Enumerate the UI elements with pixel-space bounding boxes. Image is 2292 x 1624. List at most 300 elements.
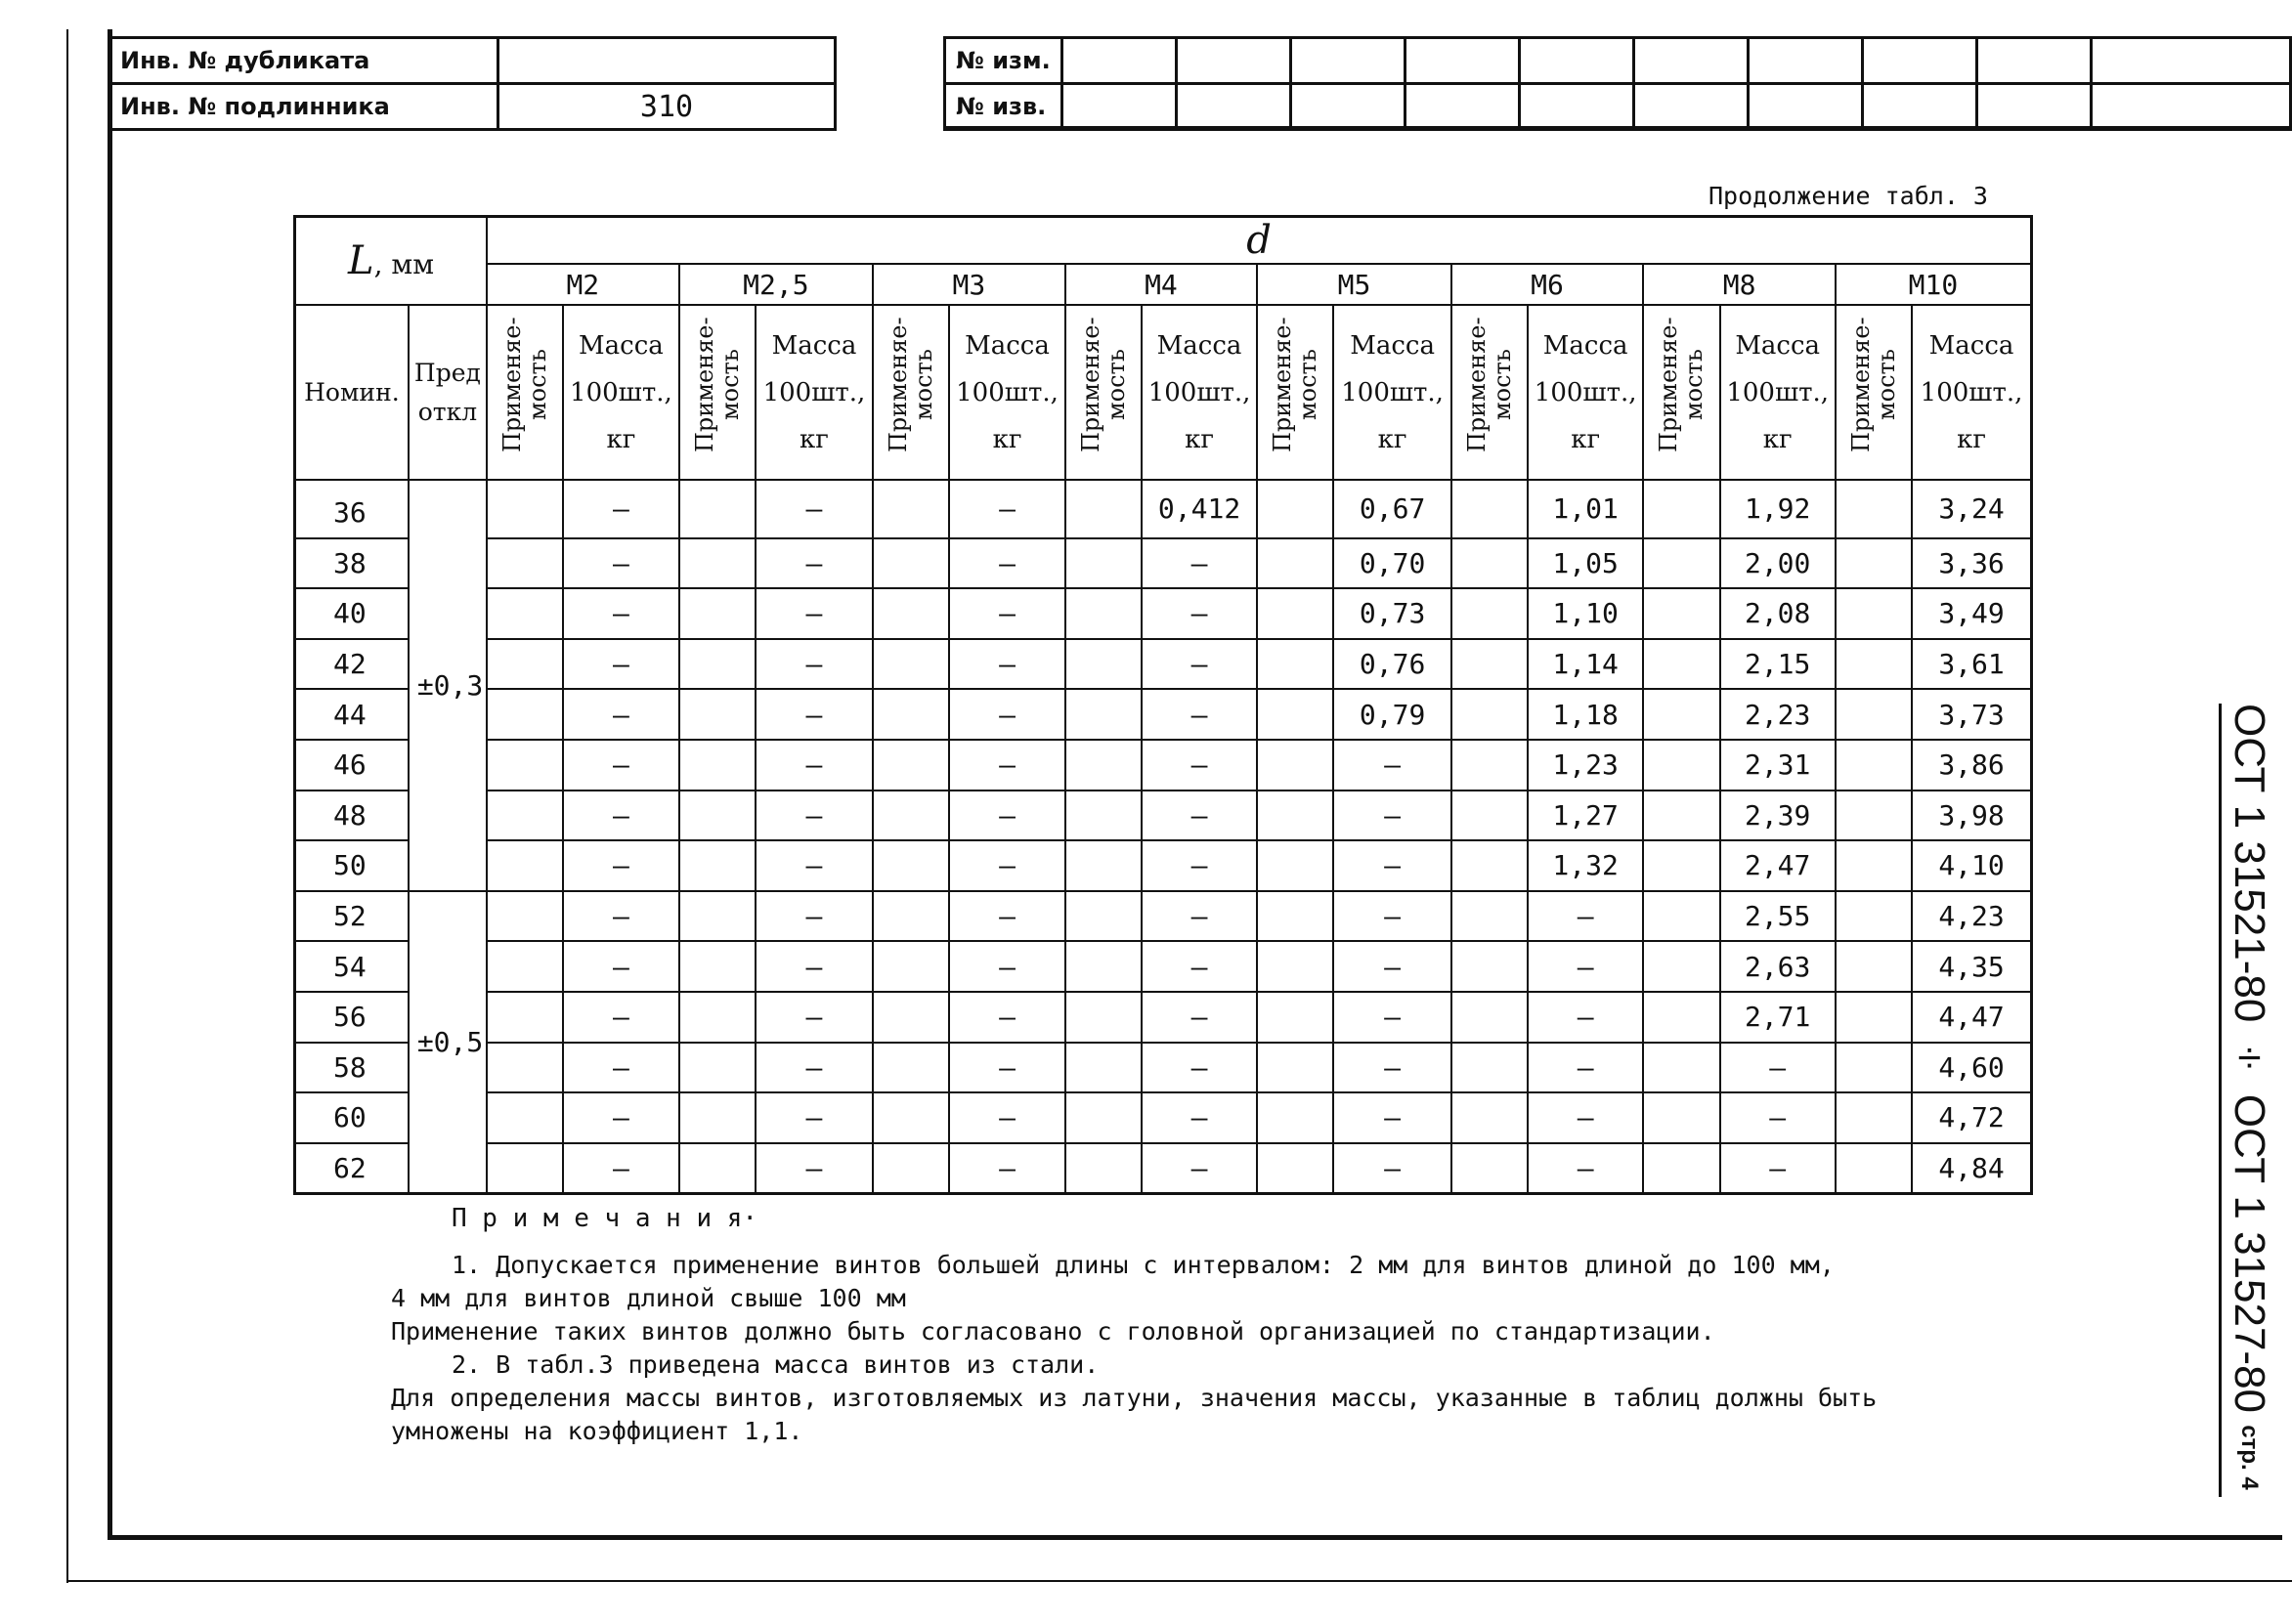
applicability-cell	[679, 992, 756, 1043]
mass-cell: –	[756, 941, 873, 992]
mass-cell: –	[1142, 639, 1257, 690]
table-continuation-caption: Продолжение табл. 3	[1708, 182, 1988, 210]
applicability-header	[1836, 305, 1912, 480]
mass-header-line: кг	[800, 424, 829, 454]
nominal-length-cell: 60	[295, 1092, 409, 1143]
applicability-header	[1643, 305, 1719, 480]
change-label: № изм.	[945, 38, 1062, 84]
thread-size-header: M2,5	[679, 264, 874, 305]
orig-value: 310	[498, 84, 836, 130]
table-row	[295, 480, 2032, 538]
change-stamp	[943, 36, 2292, 131]
mass-cell: 1,27	[1528, 791, 1643, 841]
applicability-cell	[487, 891, 563, 942]
mass-cell: 3,24	[1912, 480, 2031, 538]
notice-cell	[1976, 84, 2091, 130]
mass-cell: –	[756, 791, 873, 841]
applicability-cell	[1451, 1092, 1528, 1143]
nominal-length-cell: 38	[295, 538, 409, 589]
mass-cell: 4,60	[1912, 1043, 2031, 1093]
applicability-cell	[1065, 1092, 1142, 1143]
applicability-cell	[1257, 891, 1333, 942]
applicability-cell	[1257, 480, 1333, 538]
applicability-cell	[487, 588, 563, 639]
mass-cell: –	[756, 639, 873, 690]
applicability-cell	[1065, 891, 1142, 942]
applicability-header	[1451, 305, 1528, 480]
mass-cell: –	[949, 992, 1064, 1043]
standard-designation	[2225, 704, 2283, 1490]
table-row	[295, 791, 2032, 841]
applicability-cell	[873, 1043, 949, 1093]
mass-cell: –	[1333, 1092, 1450, 1143]
mass-header-line: Масса	[1542, 330, 1628, 361]
mass-cell: –	[949, 791, 1064, 841]
mass-cell: 2,39	[1720, 791, 1836, 841]
applicability-cell	[1836, 891, 1912, 942]
mass-cell: 4,23	[1912, 891, 2031, 942]
nominal-length-cell: 36	[295, 480, 409, 538]
applicability-cell	[1643, 588, 1719, 639]
applicability-cell	[487, 840, 563, 891]
applicability-cell	[1643, 891, 1719, 942]
applicability-cell	[487, 538, 563, 589]
notice-cell	[1176, 84, 1290, 130]
mass-cell: –	[563, 1043, 678, 1093]
applicability-cell	[1451, 941, 1528, 992]
nominal-length-cell: 46	[295, 740, 409, 791]
mass-cell: 3,98	[1912, 791, 2031, 841]
applicability-cell	[1451, 538, 1528, 589]
subheader-row	[295, 305, 2032, 480]
mass-cell: –	[1142, 1143, 1257, 1194]
applicability-cell	[1257, 1092, 1333, 1143]
mass-cell: –	[563, 891, 678, 942]
mass-header-line: 100шт.,	[1341, 377, 1444, 407]
applicability-cell	[1257, 588, 1333, 639]
side-title-line	[2219, 704, 2222, 1497]
mass-header-line: Масса	[1350, 330, 1435, 361]
tolerance-header-line1: Пред	[413, 358, 481, 387]
tolerance-cell: ±0,3	[409, 480, 487, 891]
mass-cell: 0,412	[1142, 480, 1257, 538]
thread-size-header: M8	[1643, 264, 1836, 305]
applicability-cell	[679, 891, 756, 942]
mass-cell: –	[1528, 992, 1643, 1043]
thread-size-header: M2	[487, 264, 679, 305]
mass-cell: 1,23	[1528, 740, 1643, 791]
mass-cell: 3,61	[1912, 639, 2031, 690]
mass-cell: 2,63	[1720, 941, 1836, 992]
applicability-cell	[1257, 941, 1333, 992]
left-margin-line	[66, 29, 68, 1583]
mass-cell: 2,47	[1720, 840, 1836, 891]
mass-cell: –	[1333, 740, 1450, 791]
applicability-cell	[873, 740, 949, 791]
mass-cell: –	[1333, 941, 1450, 992]
notice-cell	[1061, 84, 1176, 130]
applicability-cell	[1643, 1143, 1719, 1194]
applicability-cell	[873, 1143, 949, 1194]
nominal-length-cell: 54	[295, 941, 409, 992]
applicability-cell	[679, 480, 756, 538]
applicability-cell	[1451, 740, 1528, 791]
applicability-header-text: Применяе-мость	[690, 317, 744, 453]
mass-header-line: Масса	[771, 330, 857, 361]
change-cell	[1633, 38, 1748, 84]
applicability-cell	[1451, 840, 1528, 891]
mass-cell: –	[1720, 1143, 1836, 1194]
applicability-cell	[1836, 538, 1912, 589]
mass-header-line: кг	[1762, 424, 1793, 454]
mass-cell: –	[563, 1143, 678, 1194]
change-cell	[1405, 38, 1519, 84]
mass-cell: –	[1142, 891, 1257, 942]
mass-header-line: Масса	[965, 330, 1050, 361]
mass-header-line: кг	[1571, 424, 1601, 454]
mass-cell: –	[1333, 791, 1450, 841]
tolerance-cell: ±0,5	[409, 891, 487, 1194]
mass-cell: –	[756, 740, 873, 791]
applicability-cell	[679, 1092, 756, 1143]
applicability-cell	[873, 941, 949, 992]
mass-cell: –	[1528, 1092, 1643, 1143]
mass-cell: 3,73	[1912, 689, 2031, 740]
mass-cell: 2,00	[1720, 538, 1836, 589]
applicability-cell	[1257, 791, 1333, 841]
mass-cell: –	[1720, 1043, 1836, 1093]
mass-cell: –	[563, 639, 678, 690]
applicability-cell	[1451, 791, 1528, 841]
tolerance-header-line2: откл	[417, 397, 478, 426]
mass-cell: –	[949, 689, 1064, 740]
applicability-cell	[873, 588, 949, 639]
applicability-cell	[1065, 941, 1142, 992]
thread-size-row	[295, 264, 2032, 305]
mass-header-line: 100шт.,	[1147, 377, 1251, 407]
mass-cell: –	[756, 992, 873, 1043]
mass-cell: –	[1142, 1043, 1257, 1093]
standard-number	[2225, 704, 2273, 1490]
applicability-cell	[1065, 538, 1142, 589]
mass-cell: –	[756, 1043, 873, 1093]
note-2-line-2: Для определения массы винтов, изготовляемых из латуни, значения массы, указанные в таблиц должны быть	[391, 1384, 1878, 1412]
dup-label: Инв. № дубликата	[109, 38, 498, 84]
mass-cell: –	[1333, 1043, 1450, 1093]
applicability-cell	[873, 1092, 949, 1143]
applicability-cell	[1065, 1043, 1142, 1093]
mass-cell: –	[756, 588, 873, 639]
mass-cell: 1,01	[1528, 480, 1643, 538]
inventory-stamp	[108, 36, 837, 131]
applicability-header-text: Применяе-мость	[1269, 317, 1322, 453]
applicability-cell	[487, 1092, 563, 1143]
mass-cell: –	[1528, 891, 1643, 942]
mass-cell: –	[949, 740, 1064, 791]
applicability-cell	[1643, 689, 1719, 740]
mass-cell: 1,14	[1528, 639, 1643, 690]
mass-cell: –	[563, 840, 678, 891]
applicability-cell	[1836, 941, 1912, 992]
mass-cell: 1,10	[1528, 588, 1643, 639]
standard-number-text: ОСТ 1 31521-80 ÷ ОСТ 1 31527-80	[2226, 704, 2273, 1414]
table-row	[295, 689, 2032, 740]
applicability-cell	[679, 941, 756, 992]
length-header	[295, 217, 488, 306]
table-row	[295, 840, 2032, 891]
dup-value	[498, 38, 836, 84]
applicability-cell	[1643, 1092, 1719, 1143]
mass-header-line: Масса	[579, 330, 664, 361]
mass-header-line: 100шт.,	[956, 377, 1059, 407]
nominal-length-cell: 58	[295, 1043, 409, 1093]
applicability-cell	[873, 689, 949, 740]
applicability-cell	[1065, 840, 1142, 891]
applicability-cell	[1836, 1043, 1912, 1093]
mass-cell: –	[949, 840, 1064, 891]
notice-cell	[1862, 84, 1976, 130]
applicability-cell	[873, 891, 949, 942]
mass-header	[756, 305, 873, 480]
applicability-cell	[1451, 588, 1528, 639]
mass-cell: –	[756, 689, 873, 740]
mass-cell: –	[949, 480, 1064, 538]
mass-cell: –	[949, 639, 1064, 690]
frame-left-border	[108, 29, 112, 1540]
tolerance-header	[409, 305, 487, 480]
applicability-cell	[1836, 588, 1912, 639]
applicability-cell	[487, 791, 563, 841]
length-unit: , мм	[373, 248, 434, 280]
mass-cell: –	[756, 1092, 873, 1143]
applicability-header	[1065, 305, 1142, 480]
nominal-length-cell: 48	[295, 791, 409, 841]
applicability-cell	[487, 1043, 563, 1093]
applicability-cell	[1257, 1043, 1333, 1093]
applicability-cell	[1643, 740, 1719, 791]
applicability-cell	[1451, 1143, 1528, 1194]
applicability-cell	[487, 480, 563, 538]
orig-label: Инв. № подлинника	[109, 84, 498, 130]
mass-cell: –	[949, 1043, 1064, 1093]
notice-cell	[1633, 84, 1748, 130]
mass-cell: –	[756, 480, 873, 538]
mass-cell: –	[1333, 1143, 1450, 1194]
mass-cell: 1,05	[1528, 538, 1643, 589]
applicability-cell	[1451, 1043, 1528, 1093]
applicability-cell	[487, 1143, 563, 1194]
mass-cell: –	[949, 891, 1064, 942]
applicability-cell	[487, 992, 563, 1043]
mass-header-line: 100шт.,	[1534, 377, 1637, 407]
mass-cell: –	[563, 941, 678, 992]
mass-cell: 0,79	[1333, 689, 1450, 740]
note-1-line-2: 4 мм для винтов длиной свыше 100 мм	[391, 1284, 906, 1312]
mass-header-line: кг	[606, 424, 636, 454]
applicability-cell	[1836, 1092, 1912, 1143]
mass-header-line: Масса	[1928, 330, 2014, 361]
change-cell	[1290, 38, 1405, 84]
outer-bottom-line	[66, 1580, 2292, 1582]
table-row	[295, 639, 2032, 690]
mass-cell: 3,86	[1912, 740, 2031, 791]
mass-cell: –	[1142, 1092, 1257, 1143]
mass-header	[1912, 305, 2031, 480]
applicability-cell	[873, 480, 949, 538]
mass-cell: 2,15	[1720, 639, 1836, 690]
notice-cell	[1290, 84, 1405, 130]
applicability-header-text: Применяе-мость	[885, 317, 938, 453]
note-2-line-1: 2. В табл.3 приведена масса винтов из стали.	[452, 1350, 1100, 1379]
applicability-cell	[1836, 1143, 1912, 1194]
change-cell	[1519, 38, 1633, 84]
mass-cell: –	[1528, 1043, 1643, 1093]
table-row	[295, 941, 2032, 992]
table-row	[295, 1092, 2032, 1143]
mass-cell: –	[1528, 1143, 1643, 1194]
applicability-cell	[1257, 538, 1333, 589]
mass-cell: 4,35	[1912, 941, 2031, 992]
diameter-header: d	[487, 217, 2031, 265]
applicability-cell	[1257, 639, 1333, 690]
mass-header-line: 100шт.,	[570, 377, 672, 407]
change-cell	[2091, 38, 2290, 84]
mass-cell: 1,32	[1528, 840, 1643, 891]
mass-cell: –	[563, 1092, 678, 1143]
applicability-cell	[1257, 992, 1333, 1043]
applicability-cell	[1065, 992, 1142, 1043]
applicability-cell	[1836, 840, 1912, 891]
nominal-length-cell: 44	[295, 689, 409, 740]
change-cell	[1976, 38, 2091, 84]
table-row	[295, 588, 2032, 639]
mass-cell: –	[1142, 840, 1257, 891]
mass-cell: –	[756, 1143, 873, 1194]
note-1-line-3: Применение таких винтов должно быть согласовано с головной организацией по стандартизации.	[391, 1317, 1715, 1346]
mass-cell: –	[563, 740, 678, 791]
change-cell	[1176, 38, 1290, 84]
applicability-cell	[1065, 689, 1142, 740]
mass-cell: 2,31	[1720, 740, 1836, 791]
applicability-cell	[1065, 639, 1142, 690]
nominal-length-cell: 50	[295, 840, 409, 891]
page-number: стр. 4	[2236, 1425, 2263, 1490]
mass-cell: –	[949, 1092, 1064, 1143]
applicability-cell	[873, 992, 949, 1043]
applicability-header	[873, 305, 949, 480]
mass-cell: 0,73	[1333, 588, 1450, 639]
applicability-cell	[1836, 992, 1912, 1043]
applicability-cell	[1065, 588, 1142, 639]
change-cell	[1862, 38, 1976, 84]
mass-cell: –	[756, 840, 873, 891]
nominal-length-cell: 56	[295, 992, 409, 1043]
mass-cell: 2,71	[1720, 992, 1836, 1043]
applicability-cell	[1643, 480, 1719, 538]
mass-cell: –	[1142, 740, 1257, 791]
mass-cell: –	[1333, 840, 1450, 891]
mass-header-line: Масса	[1156, 330, 1242, 361]
applicability-cell	[1643, 941, 1719, 992]
mass-cell: 4,47	[1912, 992, 2031, 1043]
nominal-length-cell: 40	[295, 588, 409, 639]
table-row	[295, 1043, 2032, 1093]
table-row	[295, 538, 2032, 589]
table-row	[295, 740, 2032, 791]
mass-header-line: кг	[1957, 424, 1986, 454]
applicability-header	[679, 305, 756, 480]
applicability-cell	[1451, 689, 1528, 740]
applicability-cell	[1643, 840, 1719, 891]
thread-size-header: M6	[1451, 264, 1644, 305]
applicability-cell	[1643, 538, 1719, 589]
mass-cell: –	[1142, 689, 1257, 740]
mass-cell: –	[949, 941, 1064, 992]
note-1-line-1: 1. Допускается применение винтов большей длины с интервалом: 2 мм для винтов длиной до 100 мм,	[452, 1251, 1835, 1279]
applicability-cell	[1451, 891, 1528, 942]
applicability-cell	[1643, 1043, 1719, 1093]
applicability-cell	[1257, 689, 1333, 740]
notice-cell	[2091, 84, 2290, 130]
mass-cell: –	[949, 1143, 1064, 1194]
applicability-cell	[679, 588, 756, 639]
thread-size-header: M5	[1257, 264, 1451, 305]
nominal-length-cell: 52	[295, 891, 409, 942]
mass-cell: 3,49	[1912, 588, 2031, 639]
mass-cell: –	[949, 538, 1064, 589]
mass-cell: –	[563, 791, 678, 841]
applicability-header	[1257, 305, 1333, 480]
mass-header-line: кг	[992, 424, 1022, 454]
applicability-cell	[1836, 689, 1912, 740]
mass-cell: –	[563, 480, 678, 538]
notice-cell	[1748, 84, 1862, 130]
mass-cell: –	[563, 689, 678, 740]
applicability-cell	[1643, 791, 1719, 841]
mass-cell: 2,23	[1720, 689, 1836, 740]
mass-cell: –	[1142, 992, 1257, 1043]
thread-size-header: M10	[1836, 264, 2032, 305]
mass-cell: 2,08	[1720, 588, 1836, 639]
applicability-header-text: Применяе-мость	[1076, 317, 1130, 453]
mass-cell: –	[563, 992, 678, 1043]
mass-cell: 0,76	[1333, 639, 1450, 690]
note-2-line-3: умножены на коэффициент 1,1.	[391, 1417, 803, 1445]
mass-cell: –	[1333, 992, 1450, 1043]
mass-cell: 1,92	[1720, 480, 1836, 538]
mass-cell: 4,72	[1912, 1092, 2031, 1143]
notice-label: № изв.	[945, 84, 1062, 130]
applicability-cell	[679, 1143, 756, 1194]
applicability-cell	[1643, 639, 1719, 690]
mass-header-line: кг	[1185, 424, 1214, 454]
mass-header	[563, 305, 678, 480]
applicability-cell	[1643, 992, 1719, 1043]
table-body	[295, 480, 2032, 1194]
mass-header-line: кг	[1377, 424, 1407, 454]
nominal-length-cell: 42	[295, 639, 409, 690]
mass-cell: 3,36	[1912, 538, 2031, 589]
applicability-cell	[1836, 791, 1912, 841]
length-symbol: L	[348, 238, 374, 283]
applicability-cell	[873, 639, 949, 690]
applicability-cell	[1065, 740, 1142, 791]
mass-cell: –	[1142, 791, 1257, 841]
mass-cell: –	[563, 538, 678, 589]
mass-cell: –	[756, 891, 873, 942]
applicability-cell	[1257, 840, 1333, 891]
notice-cell	[1405, 84, 1519, 130]
